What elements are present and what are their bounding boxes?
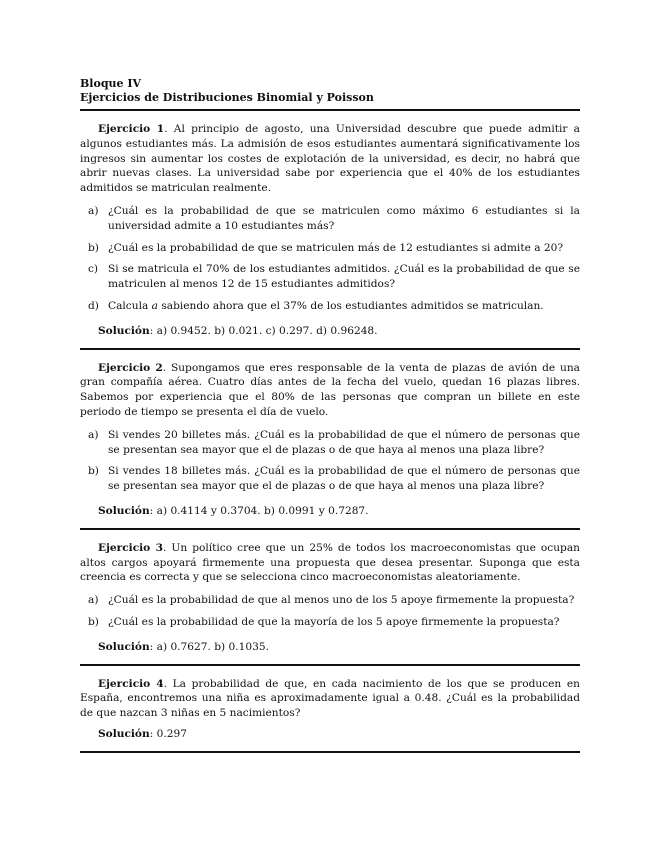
exercise-text: . La probabilidad de que, en cada nacimiento de los que se producen en España, encontremos una niña es aproximadamente igual a 0.48. ¿Cuál es la probabilidad de que nazcan 3 niñas en 5 nacimientos? [80,677,580,720]
solution-label: Solución [98,324,150,337]
exercise-2 [80,350,580,530]
question-text: ¿Cuál es la probabilidad de que se matriculen como máximo 6 estudiantes si la universidad admite a 10 estudiantes más? [108,204,580,232]
math-variable: a [151,299,158,312]
exercise-rule [80,751,580,753]
solution [80,640,580,655]
document-header [80,77,580,111]
question-item [80,593,580,608]
question-marker: b) [88,615,99,628]
solution-label: Solución [98,640,150,653]
question-item [80,241,580,256]
exercise-text: . Un político cree que un 25% de todos los macroeconomistas que ocupan altos cargos apoyará firmemente una propuesta que desea presentar. Suponga que esta creencia es correcta y que se selecciona cinco macroeconomistas aleatoriamente. [80,541,580,584]
solution-text: : a) 0.9452. b) 0.021. c) 0.297. d) 0.96248. [149,324,378,337]
solution [80,504,580,519]
exercise-1 [80,111,580,350]
exercise-4 [80,666,580,753]
question-marker: a) [88,204,99,217]
solution-label: Solución [98,727,150,740]
exercise-statement [80,122,580,196]
block-label: Bloque IV [80,77,142,90]
document-title: Ejercicios de Distribuciones Binomial y Poisson [80,91,374,104]
exercise-text: . Supongamos que eres responsable de la venta de plazas de avión de una gran compañía aérea. Cuatro días antes de la fecha del vuelo, quedan 16 plazas libres. Sabemos por experiencia que el 80% de las personas que compran un billete en este periodo de tiempo se presenta el día de vuelo. [80,361,580,418]
question-list [80,204,580,314]
question-text [108,299,580,314]
question-marker: d) [88,299,99,312]
question-text-after: sabiendo ahora que el 37% de los estudiantes admitidos se matriculan. [157,299,544,312]
solution-text: : 0.297 [149,727,187,740]
question-text: Si vendes 20 billetes más. ¿Cuál es la probabilidad de que el número de personas que se presentan sea mayor que el de plazas o de que haya al menos una plaza libre? [108,428,580,456]
solution [80,727,580,742]
question-item [80,204,580,234]
exercise-label: Ejercicio 4 [98,677,164,690]
exercise-label: Ejercicio 2 [98,361,163,374]
solution-label: Solución [98,504,150,517]
exercise-statement [80,541,580,585]
document-content [80,77,580,753]
question-text: Si se matricula el 70% de los estudiantes admitidos. ¿Cuál es la probabilidad de que se matriculen al menos 12 de 15 estudiantes admitidos? [108,263,580,291]
question-marker: b) [88,465,99,478]
question-item [80,262,580,292]
question-marker: b) [88,241,99,254]
question-text: ¿Cuál es la probabilidad de que la mayoría de los 5 apoye firmemente la propuesta? [108,615,560,628]
question-item [80,615,580,630]
question-text: ¿Cuál es la probabilidad de que se matriculen más de 12 estudiantes si admite a 20? [108,241,564,254]
solution-text: : a) 0.7627. b) 0.1035. [149,640,269,653]
exercise-label: Ejercicio 3 [98,541,163,554]
exercise-statement [80,677,580,721]
question-marker: a) [88,428,99,441]
question-item [80,464,580,494]
exercise-statement [80,361,580,420]
question-item [80,299,580,314]
question-text: ¿Cuál es la probabilidad de que al menos uno de los 5 apoye firmemente la propuesta? [108,594,575,607]
question-marker: a) [88,594,99,607]
question-item [80,428,580,458]
exercise-text: . Al principio de agosto, una Universidad descubre que puede admitir a algunos estudiantes más. La admisión de esos estudiantes aumentará significativamente los ingresos sin aumentar los costes de explotación de la universidad, es decir, no habrá que abrir nuevas clases. La universidad sabe por experiencia que el 40% de los estudiantes admitidos se matriculan realmente. [80,123,580,195]
exercise-3 [80,530,580,666]
solution-text: : a) 0.4114 y 0.3704. b) 0.0991 y 0.7287. [149,504,369,517]
question-list [80,593,580,630]
question-text: Si vendes 18 billetes más. ¿Cuál es la probabilidad de que el número de personas que se presentan sea mayor que el de plazas o de que haya al menos una plaza libre? [108,465,580,493]
question-list [80,428,580,494]
question-text-before: Calcula [108,299,152,312]
exercise-label: Ejercicio 1 [98,123,165,135]
solution [80,324,580,339]
question-marker: c) [88,263,99,276]
